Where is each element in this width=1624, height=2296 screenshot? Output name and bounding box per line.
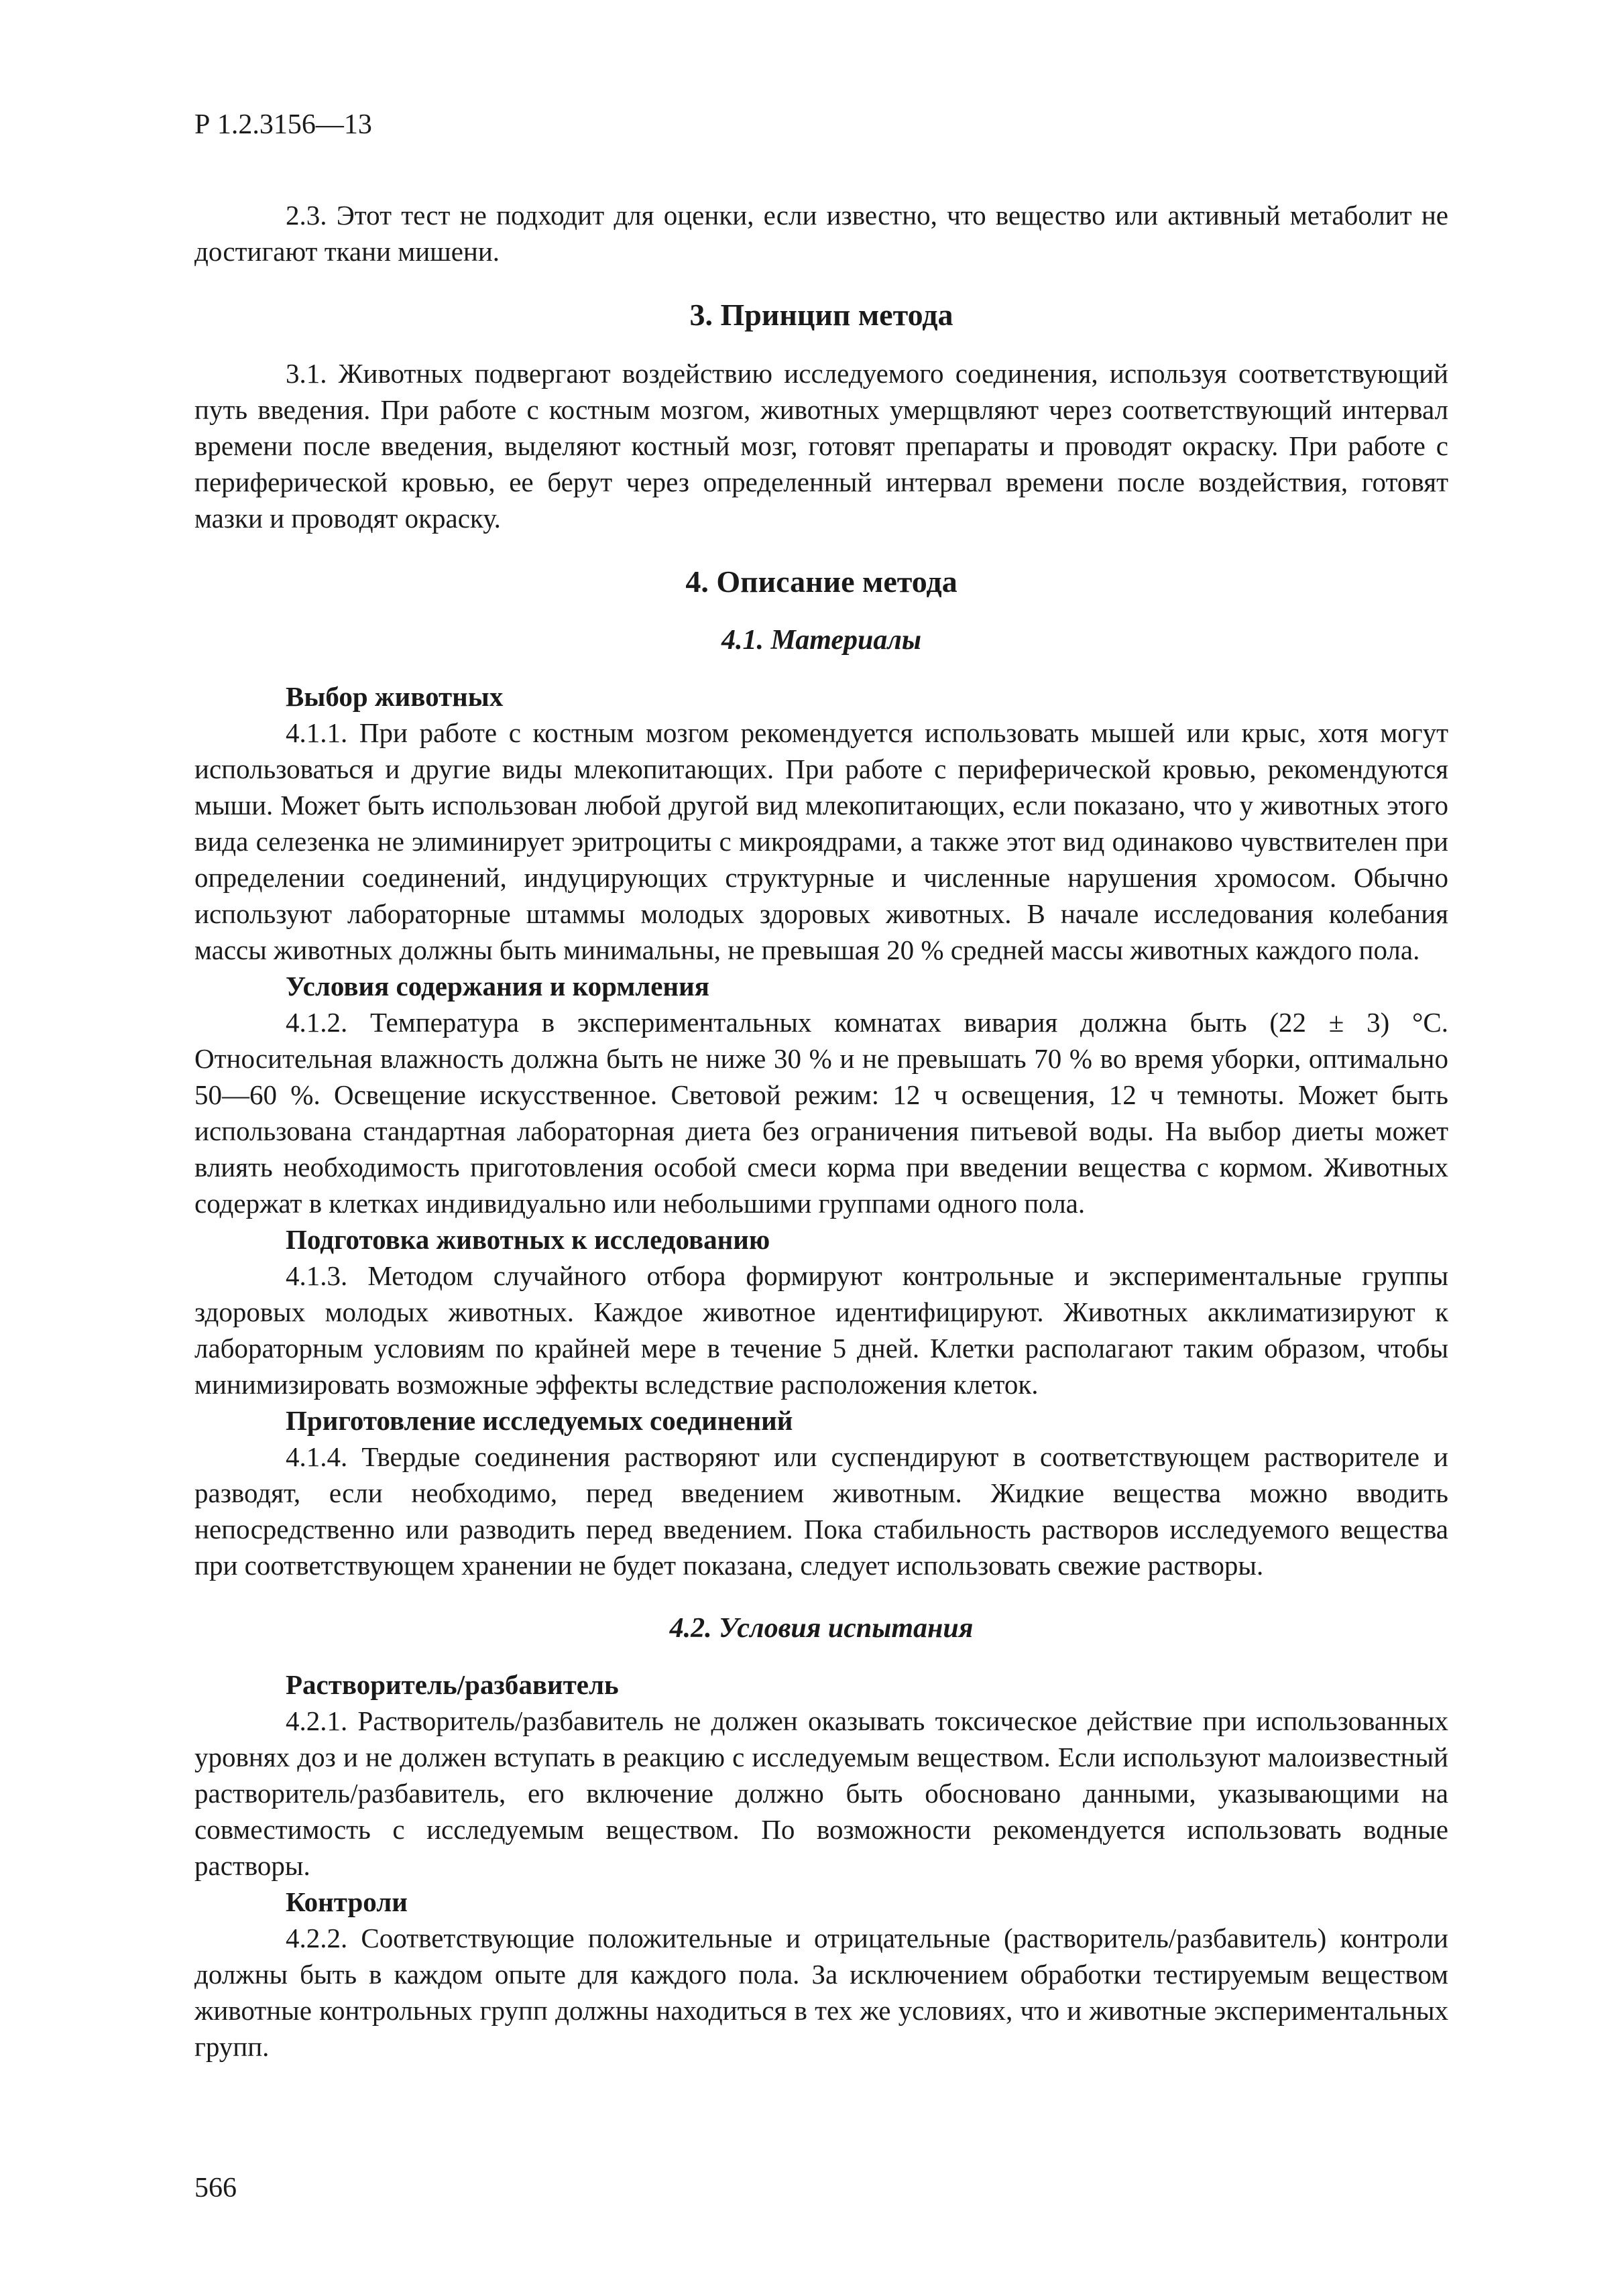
paragraph-3-1: 3.1. Животных подвергают воздействию исследуемого соединения, используя соответствующий путь введения. При работе с костным мозгом, животных умерщвляют через соответствующий интервал времени после введения, выделяют костный мозг, готовят препараты и проводят окраску. При работе с периферической кровью, ее берут через определенный интервал времени после воздействия, готовят мазки и проводят окраску. bbox=[194, 358, 1448, 534]
subsection-4-1-heading: 4.1. Материалы bbox=[721, 625, 922, 656]
section-4-heading: 4. Описание метода bbox=[685, 564, 958, 599]
animal-preparation-heading: Подготовка животных к исследованию bbox=[286, 1224, 770, 1255]
controls-heading: Контроли bbox=[286, 1886, 408, 1917]
section-3-heading: 3. Принцип метода bbox=[689, 298, 953, 332]
solvent-heading: Растворитель/разбавитель bbox=[286, 1669, 619, 1700]
running-head-doc-code: Р 1.2.3156—13 bbox=[194, 109, 372, 140]
paragraph-4-1-2: 4.1.2. Температура в экспериментальных комнатах вивария должна быть (22 ± 3) °С. Относительная влажность должна быть не ниже 30 % и не превышать 70 % во время уборки, оптимально 50—60 %. Освещение искусственное. Световой режим: 12 ч освещения, 12 ч темноты. Может быть использована стандартная лабораторная диета без ограничения питьевой воды. На выбор диеты может влиять необходимость приготовления особой смеси корма при введении вещества с кормом. Животных содержат в клетках индивидуально или небольшими группами одного пола. bbox=[194, 1007, 1448, 1219]
paragraph-2-3: 2.3. Этот тест не подходит для оценки, если известно, что вещество или активный метаболит не достигают ткани мишени. bbox=[194, 200, 1448, 267]
paragraph-4-1-3: 4.1.3. Методом случайного отбора формируют контрольные и экспериментальные группы здоровых молодых животных. Каждое животное идентифицируют. Животных акклиматизируют к лабораторным условиям по крайней мере в течение 5 дней. Клетки располагают таким образом, чтобы минимизировать возможные эффекты вследствие расположения клеток. bbox=[194, 1260, 1448, 1400]
paragraph-4-1-4: 4.1.4. Твердые соединения растворяют или суспендируют в соответствующем растворителе и разводят, если необходимо, перед введением животным. Жидкие вещества можно вводить непосредственно или разводить перед введением. Пока стабильность растворов исследуемого вещества при соответствующем хранении не будет показана, следует использовать свежие растворы. bbox=[194, 1441, 1448, 1581]
paragraph-4-2-1: 4.2.1. Растворитель/разбавитель не должен оказывать токсическое действие при использованных уровнях доз и не должен вступать в реакцию с исследуемым веществом. Если используют малоизвестный растворитель/разбавитель, его включение должно быть обосновано данными, указывающими на совместимость с исследуемым веществом. По возможности рекомендуется использовать водные растворы. bbox=[194, 1705, 1448, 1881]
document-page bbox=[194, 107, 1448, 2206]
paragraph-4-1-1: 4.1.1. При работе с костным мозгом рекомендуется использовать мышей или крыс, хотя могут использоваться и другие виды млекопитающих. При работе с периферической кровью, рекомендуются мыши. Может быть использован любой другой вид млекопитающих, если показано, что у животных этого вида селезенка не элиминирует эритроциты с микроядрами, а также этот вид одинаково чувствителен при определении соединений, индуцирующих структурные и численные нарушения хромосом. Обычно используют лабораторные штаммы молодых здоровых животных. В начале исследования колебания массы животных должны быть минимальны, не превышая 20 % средней массы животных каждого пола. bbox=[194, 717, 1448, 965]
paragraph-4-2-2: 4.2.2. Соответствующие положительные и отрицательные (растворитель/разбавитель) контроли должны быть в каждом опыте для каждого пола. За исключением обработки тестируемым веществом животные контрольных групп должны находиться в тех же условиях, что и животные экспериментальных групп. bbox=[194, 1923, 1448, 2062]
subsection-4-2-heading: 4.2. Условия испытания bbox=[669, 1613, 974, 1644]
compound-preparation-heading: Приготовление исследуемых соединений bbox=[286, 1405, 793, 1436]
animals-selection-heading: Выбор животных bbox=[286, 681, 504, 712]
housing-feeding-heading: Условия содержания и кормления bbox=[286, 971, 709, 1002]
page-number: 566 bbox=[194, 2173, 237, 2203]
